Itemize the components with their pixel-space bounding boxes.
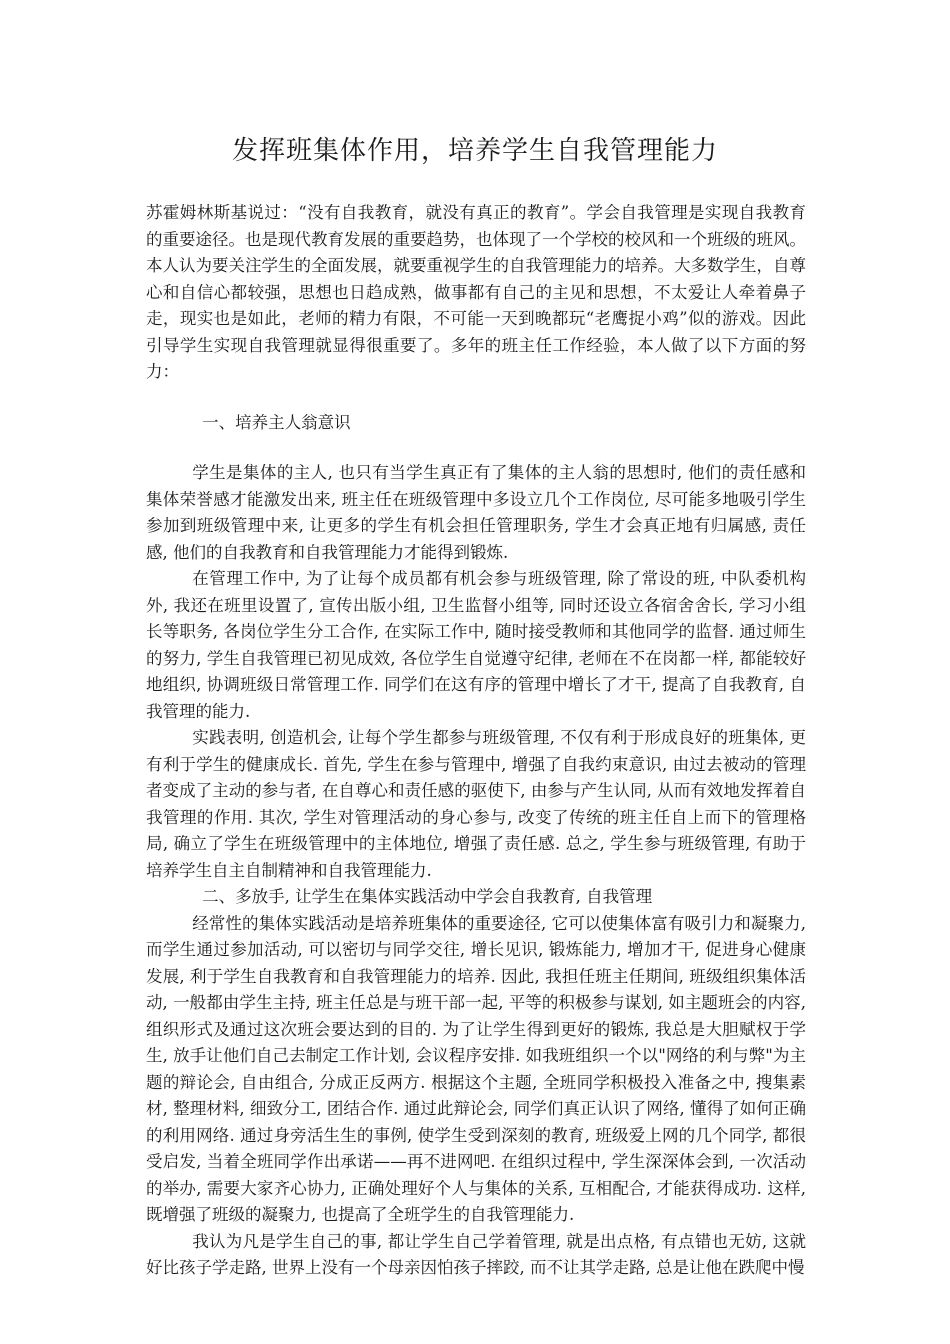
section-1-paragraph-1: 学生是集体的主人, 也只有当学生真正有了集体的主人翁的思想时, 他们的责任感和集体荣誉感才能激发出来, 班主任在班级管理中多设立几个工作岗位, 尽可能多地吸引学生参加到班级管理中来, 让更多的学生有机会担任管理职务, 学生才会真正地有归属感, 责任感, 他们的自我教育和自我管理能力才能得到锻炼. — [146, 463, 806, 562]
section-1-paragraph-3: 实践表明, 创造机会, 让每个学生都参与班级管理, 不仅有利于形成良好的班集体, 更有利于学生的健康成长. 首先, 学生在参与管理中, 增强了自我约束意识, 由过去被动的管理者变成了主动的参与者, 在自尊心和责任感的驱使下, 由参与产生认同, 从而有效地发挥着自我管理的作用. 其次, 学生对管理活动的身心参与, 改变了传统的班主任自上而下的管理格局, 确立了学生在班级管理中的主体地位, 增强了责任感. 总之, 学生参与班级管理, 有助于培养学生自主自制精神和自我管理能力. — [146, 728, 806, 880]
document-title: 发挥班集体作用，培养学生自我管理能力 — [231, 136, 718, 166]
section-2-paragraph-1: 经常性的集体实践活动是培养班集体的重要途径, 它可以使集体富有吸引力和凝聚力, 而学生通过参加活动, 可以密切与同学交往, 增长见识, 锻炼能力, 增加才干, 促进身心健康发展, 利于学生自我教育和自我管理能力的培养. 因此, 我担任班主任期间, 班级组织集体活动, 一般都由学生主持, 班主任总是与班干部一起, 平等的积极参与谋划, 如主题班会的内容, 组织形式及通过这次班会要达到的目的. 为了让学生得到更好的锻炼, 我总是大胆赋权于学生, 放手让他们自己去制定工作计划, 会议程序安排. 如我班组织一个以"网络的利与弊"为主题的辩论会, 自由组合, 分成正反两方. 根据这个主题, 全班同学积极投入准备之中, 搜集素材, 整理材料, 细致分工, 团结合作. 通过此辩论会, 同学们真正认识了网络, 懂得了如何正确的利用网络. 通过身旁活生生的事例, 使学生受到深刻的教育, 班级爱上网的几个同学, 都很受启发, 当着全班同学作出承诺——再不进网吧. 在组织过程中, 学生深深体会到, 一次活动的举办, 需要大家齐心协力, 正确处理好个人与集体的关系, 互相配合, 才能获得成功. 这样, 既增强了班级的凝聚力, 也提高了全班学生的自我管理能力. — [146, 913, 806, 1224]
document-body — [146, 200, 806, 1282]
section-1-heading: 一、培养主人翁意识 — [202, 412, 351, 432]
section-2-paragraph-2: 我认为凡是学生自己的事, 都让学生自己学着管理, 就是出点格, 有点错也无妨, 这就好比孩子学走路, 世界上没有一个母亲因怕孩子摔跤, 而不让其学走路, 总是让他在跌爬中慢 — [146, 1231, 806, 1277]
section-2-heading: 二、多放手, 让学生在集体实践活动中学会自我教育, 自我管理 — [202, 887, 653, 906]
section-1-paragraph-2: 在管理工作中, 为了让每个成员都有机会参与班级管理, 除了常设的班, 中队委机构外, 我还在班里设置了, 宣传出版小组, 卫生监督小组等, 同时还设立各宿舍舍长, 学习小组长等职务, 各岗位学生分工合作, 在实际工作中, 随时接受教师和其他同学的监督. 通过师生的努力, 学生自我管理已初见成效, 各位学生自觉遵守纪律, 老师在不在岗都一样, 都能较好地组织, 协调班级日常管理工作. 同学们在这有序的管理中增长了才干, 提高了自我教育, 自我管理的能力. — [146, 569, 806, 721]
intro-paragraph: 苏霍姆林斯基说过：“没有自我教育，就没有真正的教育”。学会自我管理是实现自我教育的重要途径。也是现代教育发展的重要趋势，也体现了一个学校的校风和一个班级的班风。本人认为要关注学生的全面发展，就要重视学生的自我管理能力的培养。大多数学生，自尊心和自信心都较强，思想也日趋成熟，做事都有自己的主见和思想，不太爱让人牵着鼻子走，现实也是如此，老师的精力有限，不可能一天到晚都玩“老鹰捉小鸡”似的游戏。因此引导学生实现自我管理就显得很重要了。多年的班主任工作经验，本人做了以下方面的努力： — [146, 203, 806, 381]
